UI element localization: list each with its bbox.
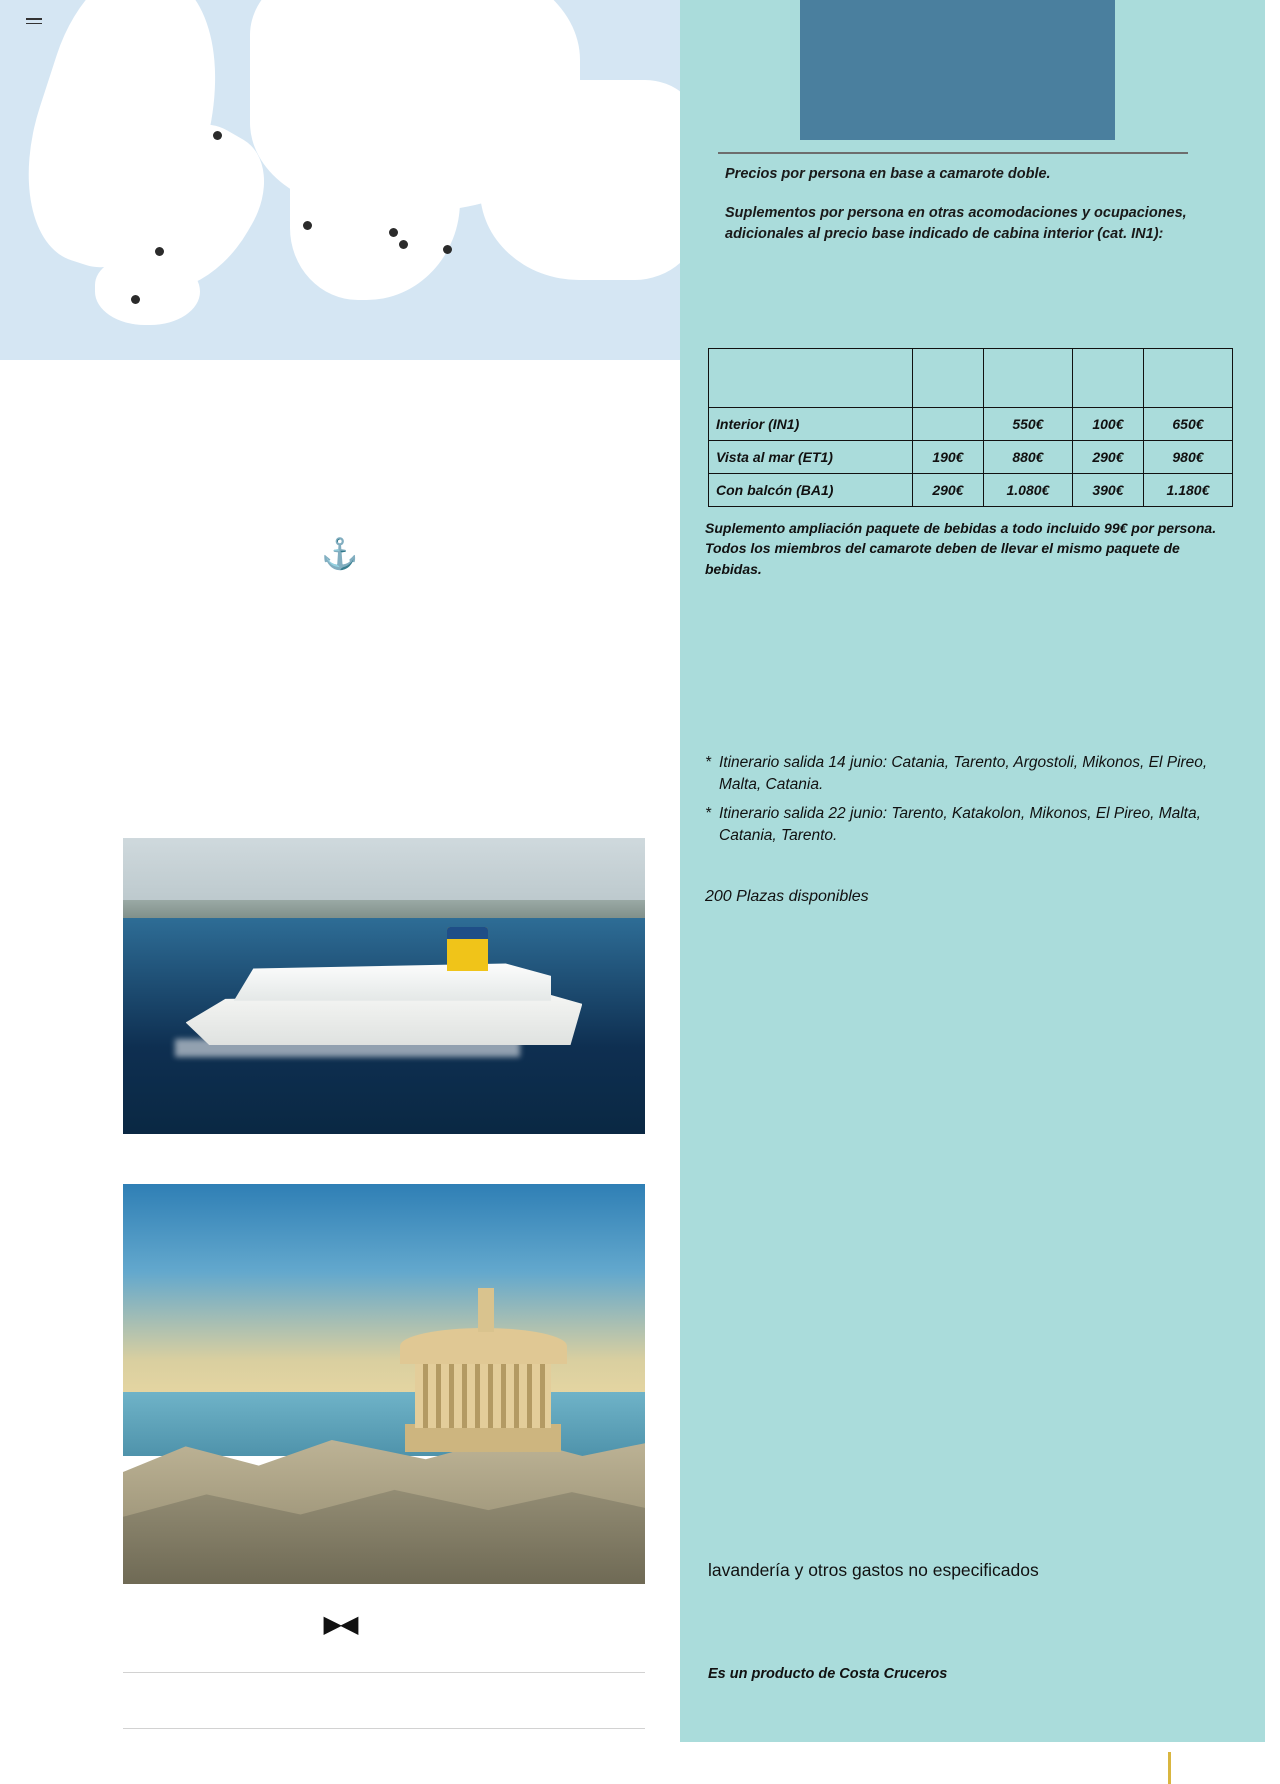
map-port-dot — [443, 245, 452, 254]
beverage-package-note: Suplemento ampliación paquete de bebidas a todo incluido 99€ por persona. Todos los miembros del camarote deben de llevar el mismo paquete de bebidas. — [705, 520, 1217, 577]
pricing-panel — [680, 0, 1265, 1742]
table-header-cell — [1143, 349, 1232, 408]
table-row — [709, 408, 1233, 441]
photo-temple-base — [405, 1424, 562, 1452]
map-port-dot — [131, 295, 140, 304]
table-row-label: Con balcón (BA1) — [709, 474, 913, 507]
argostoli-temple-photo — [123, 1184, 645, 1584]
divider — [123, 1728, 645, 1729]
table-cell: 550€ — [983, 408, 1072, 441]
table-cell: 290€ — [912, 474, 983, 507]
photo-sky — [123, 1184, 645, 1404]
table-row — [709, 474, 1233, 507]
table-row — [709, 441, 1233, 474]
table-cell: 290€ — [1072, 441, 1143, 474]
asterisk-icon: * — [705, 754, 712, 771]
map-landmass-sicily — [95, 255, 200, 325]
table-header-row — [709, 349, 1233, 408]
table-cell: 190€ — [912, 441, 983, 474]
map-port-dot — [389, 228, 398, 237]
table-header-cell — [983, 349, 1072, 408]
table-cell: 1.180€ — [1143, 474, 1232, 507]
table-cell: 980€ — [1143, 441, 1232, 474]
table-cell: 650€ — [1143, 408, 1232, 441]
header-banner — [800, 0, 1115, 140]
anchor-icon: ⚓ — [321, 538, 359, 571]
available-places-text: 200 Plazas disponibles — [705, 888, 869, 905]
photo-temple-roof — [400, 1328, 567, 1364]
itineraries-list — [705, 752, 1240, 854]
map-landmass-africa — [0, 360, 680, 438]
map-port-dot — [213, 131, 222, 140]
itinerary-text: Itinerario salida 14 junio: Catania, Tarento, Argostoli, Mikonos, El Pireo, Malta, Catania. — [719, 754, 1208, 794]
table-header-cell — [1072, 349, 1143, 408]
right-content-column — [680, 0, 1280, 1784]
list-item — [705, 803, 1240, 848]
table-cell — [912, 408, 983, 441]
table-row-label: Interior (IN1) — [709, 408, 913, 441]
menu-icon[interactable] — [26, 18, 42, 30]
map-landmass-turkey — [480, 80, 680, 280]
table-cell: 390€ — [1072, 474, 1143, 507]
photo-temple-spire — [478, 1288, 494, 1332]
list-item — [705, 752, 1240, 797]
asterisk-icon: * — [705, 804, 712, 822]
photo-temple-columns — [415, 1360, 551, 1428]
product-provider-note: Es un producto de Costa Cruceros — [708, 1666, 948, 1682]
photo-ship-hull — [186, 995, 583, 1045]
price-basis-text: Precios por persona en base a camarote doble. — [725, 166, 1051, 182]
mediterranean-map — [0, 0, 680, 438]
exclusions-note: lavandería y otros gastos no especificados — [708, 1560, 1039, 1580]
table-header-cell — [912, 349, 983, 408]
map-port-dot — [155, 247, 164, 256]
table-cell: 1.080€ — [983, 474, 1072, 507]
map-landmass-greece — [290, 120, 460, 300]
supplements-intro-text: Suplementos por persona en otras acomodaciones y ocupaciones, adicionales al precio base indicado de cabina interior (cat. IN1): — [725, 205, 1187, 243]
table-header-cell — [709, 349, 913, 408]
map-port-dot — [303, 221, 312, 230]
table-cell: 880€ — [983, 441, 1072, 474]
bowtie-icon: ▶◀ — [323, 1611, 357, 1638]
map-port-dot — [399, 240, 408, 249]
divider — [123, 1672, 645, 1673]
cruise-ship-photo — [123, 838, 645, 1134]
photo-sea — [123, 1392, 645, 1456]
header-divider — [718, 152, 1188, 154]
photo-ship-funnel-stripe — [447, 927, 489, 939]
page-marker — [1168, 1752, 1171, 1784]
itinerary-text: Itinerario salida 22 junio: Tarento, Katakolon, Mikonos, El Pireo, Malta, Catania, Tarento. — [719, 804, 1201, 845]
table-row-label: Vista al mar (ET1) — [709, 441, 913, 474]
table-cell: 100€ — [1072, 408, 1143, 441]
price-table — [708, 348, 1233, 507]
